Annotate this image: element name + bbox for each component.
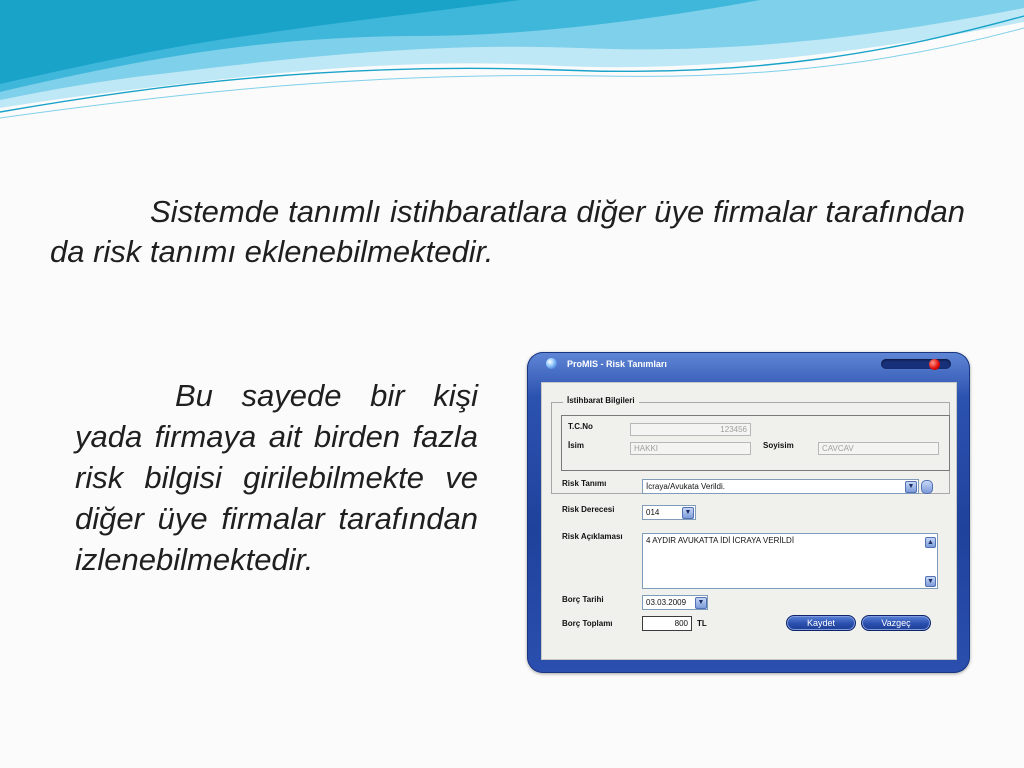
soyisim-field: CAVCAV [818,442,939,455]
risk-aciklamasi-textarea[interactable] [642,533,938,589]
borc-tarihi-field[interactable]: 03.03.2009 [642,595,708,610]
borc-toplami-field[interactable]: 800 [642,616,692,631]
intro-paragraph [50,192,965,272]
detail-paragraph [75,375,478,580]
currency-label: TL [697,619,707,628]
add-risk-type-button[interactable] [921,480,933,494]
soyisim-label: Soyisim [763,441,794,450]
promis-risk-window [527,352,970,673]
borc-tarihi-label: Borç Tarihi [562,595,604,604]
calendar-dropdown-icon[interactable]: ▼ [695,597,707,609]
header-wave-decoration [0,0,1024,140]
chevron-down-icon[interactable]: ▼ [682,507,694,519]
risk-tanimi-select[interactable]: İcraya/Avukata Verildi. [642,479,919,494]
tc-no-field: 123456 [630,423,751,436]
scroll-up-icon[interactable]: ▲ [925,537,936,548]
window-title: ProMIS - Risk Tanımları [567,359,667,369]
window-client-area [541,382,957,660]
app-logo-icon [546,358,557,369]
isim-label: İsim [568,441,585,450]
risk-aciklamasi-text: 4 AYDIR AVUKATTA İDİ İCRAYA VERİLDİ [646,536,795,545]
group-title: İstihbarat Bilgileri [563,396,639,405]
borc-toplami-label: Borç Toplamı [562,619,613,628]
intro-paragraph-text: Sistemde tanımlı istihbaratlara diğer üye firmalar tarafından da risk tanımı eklenebilmektedir. [50,194,965,269]
scroll-down-icon[interactable]: ▼ [925,576,936,587]
tc-no-label: T.C.No [568,422,593,431]
isim-field: HAKKI [630,442,751,455]
save-button[interactable]: Kaydet [786,615,856,631]
chevron-down-icon[interactable]: ▼ [905,481,917,493]
cancel-button[interactable]: Vazgeç [861,615,931,631]
risk-tanimi-label: Risk Tanımı [562,479,607,488]
close-button[interactable] [929,359,940,370]
detail-paragraph-text: Bu sayede bir kişi yada firmaya ait birden fazla risk bilgisi girilebilmekte ve diğer üye firmalar tarafından izlenebilmektedir. [75,378,478,577]
risk-derecesi-select[interactable]: 014 [642,505,696,520]
risk-aciklamasi-label: Risk Açıklaması [562,532,623,541]
person-info-box [561,415,950,471]
titlebar-slot [881,359,951,369]
window-titlebar[interactable] [527,352,970,376]
risk-derecesi-label: Risk Derecesi [562,505,615,514]
